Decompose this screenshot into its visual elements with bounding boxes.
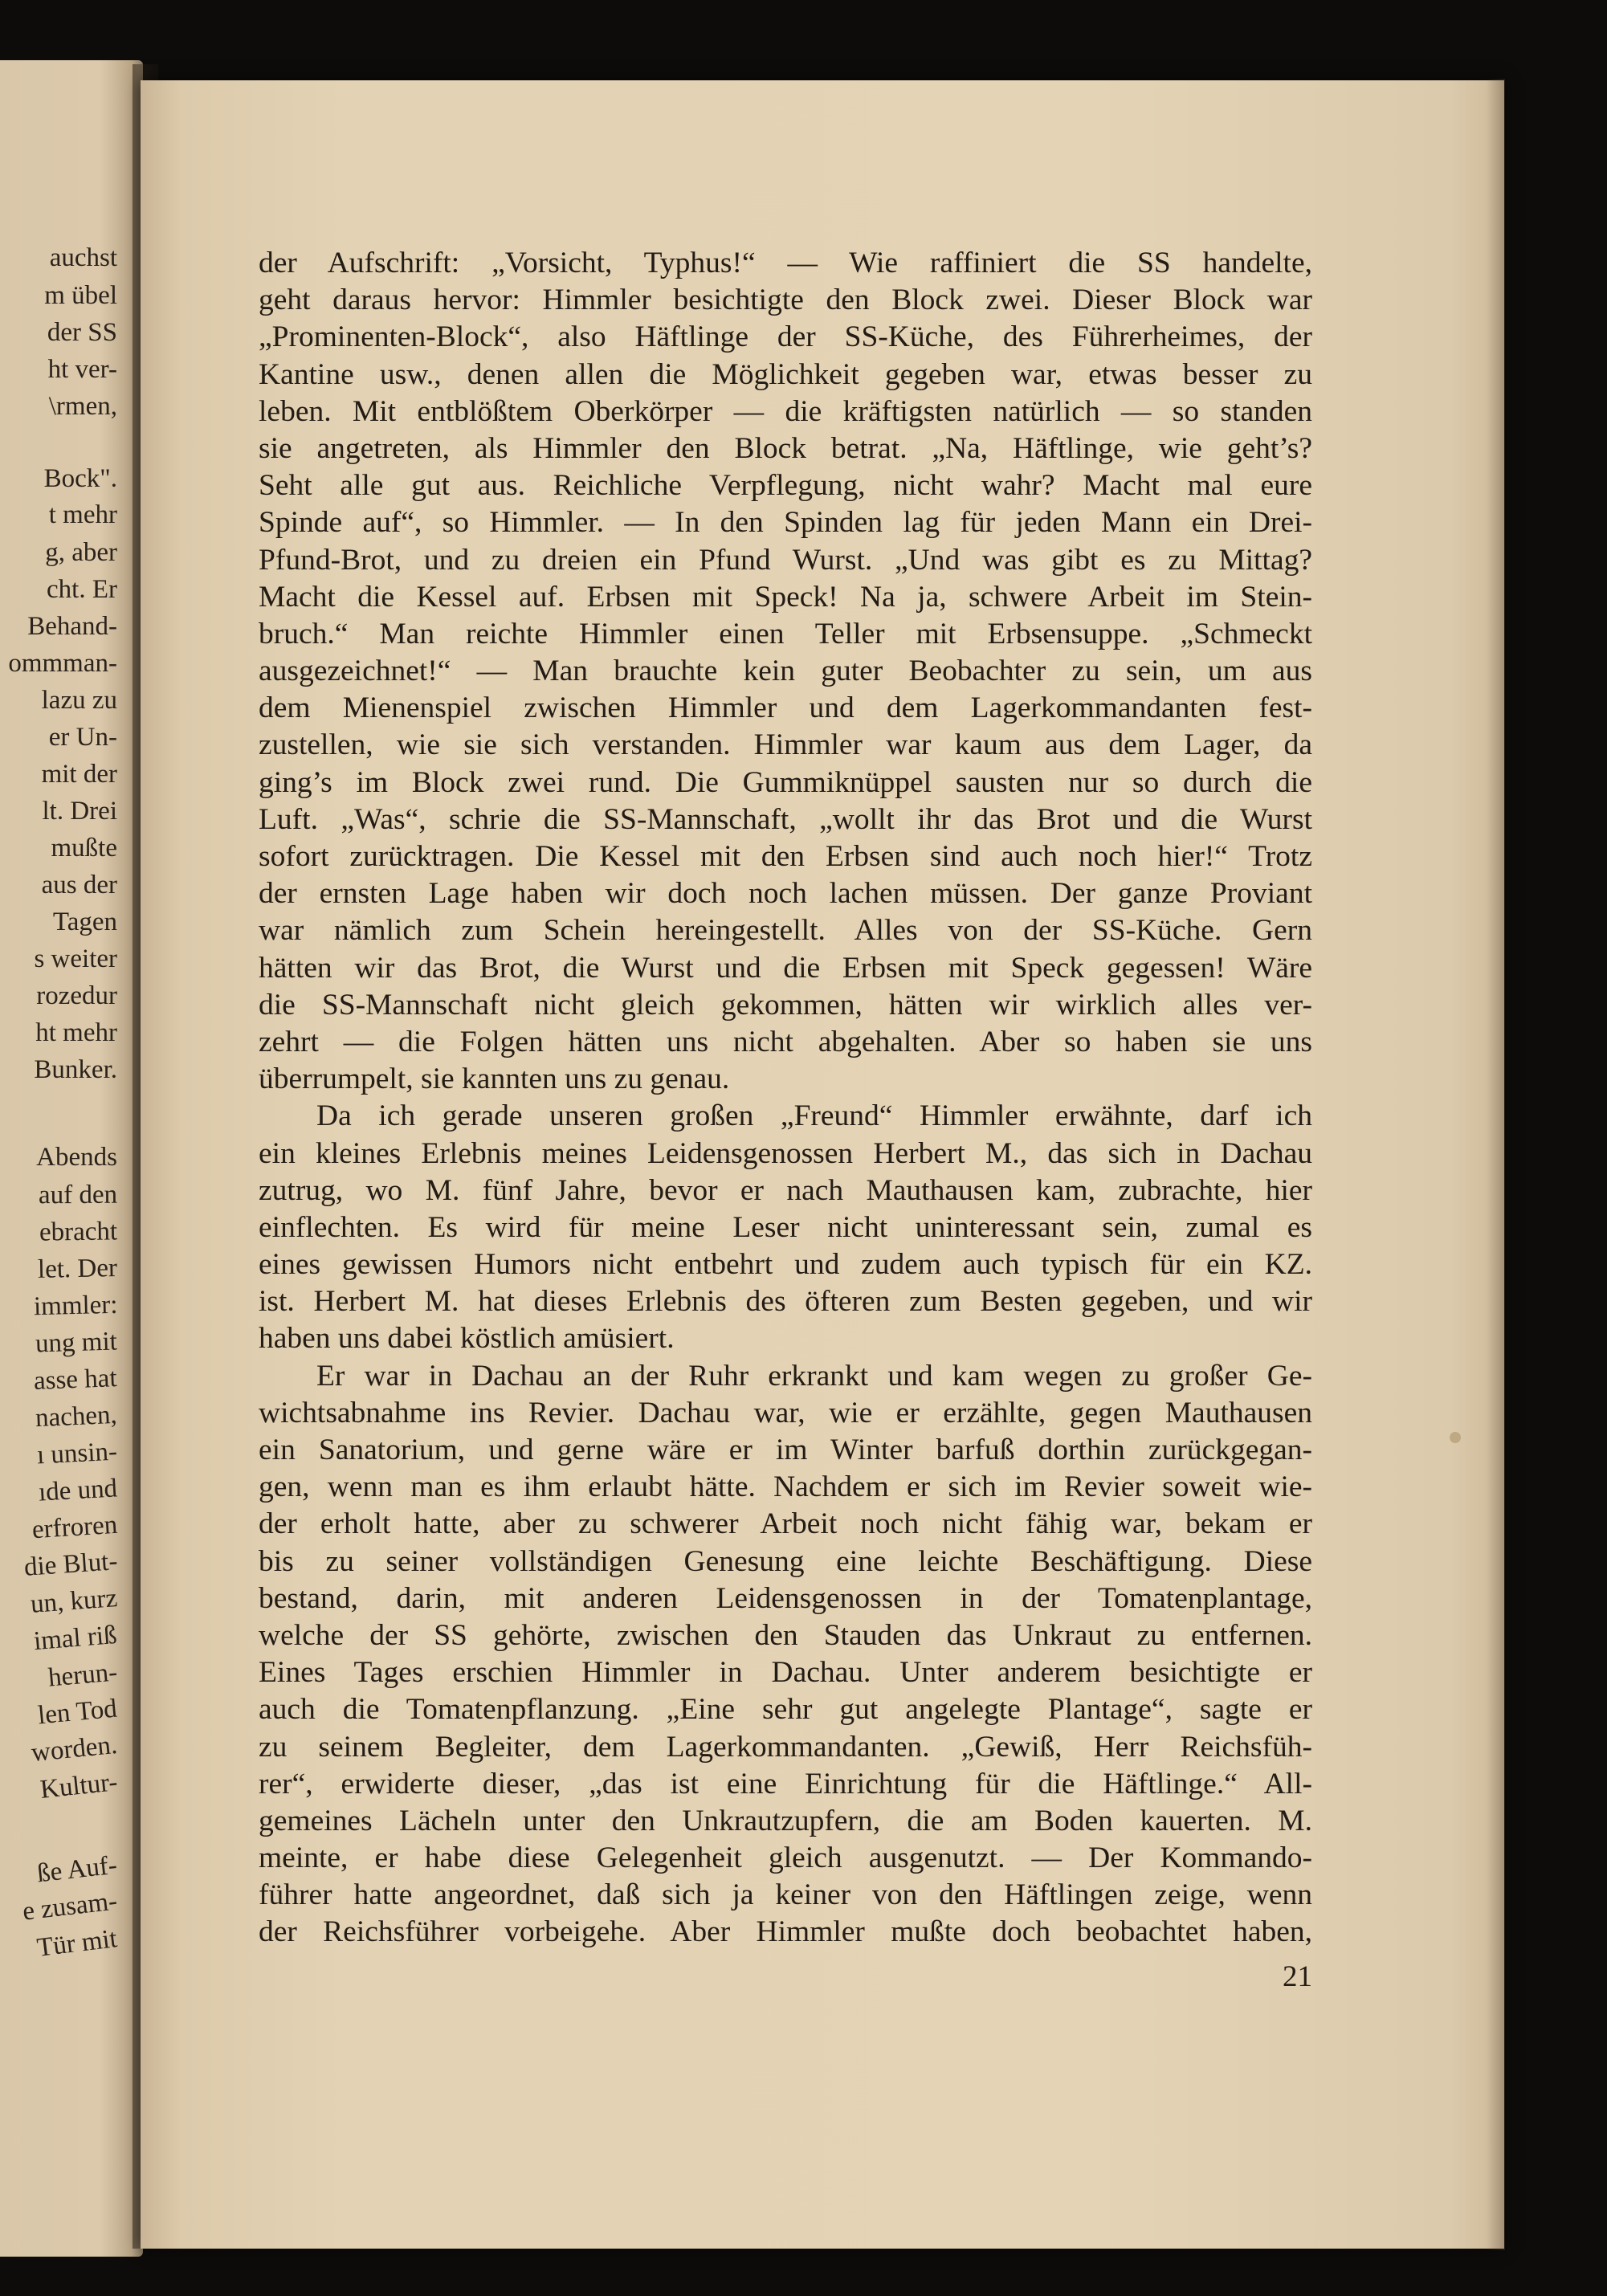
facing-page-text-fragment: ı unsin- [36,1437,118,1470]
text-line: Spinde auf“, so Himmler. — In den Spinden lag für jeden Mann ein Drei- [259,506,1312,540]
facing-page-text-fragment: er Un- [48,723,117,752]
facing-page-text-fragment: let. Der [37,1254,118,1284]
facing-page-text-fragment: erfroren [31,1510,118,1545]
text-line: Eines Tages erschien Himmler in Dachau. Unter anderem besichtigte er [259,1656,1312,1690]
facing-page-text-fragment: worden. [30,1730,119,1768]
text-line: war nämlich zum Schein hereingestellt. Alles von der SS-Küche. Gern [259,914,1312,948]
text-line: die SS-Mannschaft nicht gleich gekommen, hätten wir wirklich alles ver- [259,988,1312,1022]
facing-page-text-fragment: auchst [49,243,117,272]
facing-page-text-fragment: ommman- [8,649,117,678]
facing-page-text-fragment: Bock". [43,464,117,493]
text-line: ging’s im Block zwei rund. Die Gummiknüppel sausten nur so durch die [259,765,1312,799]
text-line: dem Mienenspiel zwischen Himmler und dem Lagerkommandanten fest- [259,691,1312,725]
facing-page-text-fragment: mit der [41,760,117,789]
facing-page-text-fragment: m übel [44,281,117,310]
text-line: führer hatte angeordnet, daß sich ja keiner von den Häftlingen zeige, wenn [259,1878,1312,1912]
paragraph-3 [259,1358,1312,1951]
paragraph-1 [259,245,1312,1098]
facing-page-text-fragment: e zusam- [21,1886,119,1927]
facing-page-text-fragment: ße Auf- [35,1850,119,1889]
facing-page-text-fragment: \rmen, [48,392,117,421]
facing-page-text-fragment: cht. Er [47,575,117,604]
text-line: ein Sanatorium, und gerne wäre er im Winter barfuß dorthin zurückgegan- [259,1433,1312,1466]
facing-page-text-fragment: asse hat [33,1364,118,1396]
facing-page-left [0,60,143,2257]
facing-page-text-fragment: auf den [38,1180,118,1210]
text-line: haben uns dabei köstlich amüsiert. [259,1322,675,1356]
text-line: hätten wir das Brot, die Wurst und die Erbsen mit Speck gegessen! Wäre [259,951,1312,985]
text-line: sofort zurücktragen. Die Kessel mit den Erbsen sind auch noch hier!“ Trotz [259,840,1312,873]
text-line: überrumpelt, sie kannten uns zu genau. [259,1062,730,1096]
text-line: zutrug, wo M. fünf Jahre, bevor er nach Mauthausen kam, zubrachte, hier [259,1173,1312,1207]
facing-page-text-fragment: aus der [41,871,117,899]
text-line: leben. Mit entblößtem Oberkörper — die kräftigsten natürlich — so standen [259,394,1312,428]
facing-page-text-fragment: ıde und [37,1474,118,1507]
text-line: gen, wenn man es ihm erlaubt hätte. Nachdem er sich im Revier soweit wie- [259,1470,1312,1504]
text-line: Pfund-Brot, und zu dreien ein Pfund Wurst. „Und was gibt es zu Mittag? [259,543,1312,577]
facing-page-text-fragment: Abends [36,1143,117,1172]
text-line: zustellen, wie sie sich verstanden. Himmler war kaum aus dem Lager, da [259,728,1312,762]
text-line: der erholt hatte, aber zu schwerer Arbeit noch nicht fähig war, bekam er [259,1507,1312,1541]
text-line: zu seinem Begleiter, dem Lagerkommandanten. „Gewiß, Herr Reichsfüh- [259,1730,1312,1764]
facing-page-text-fragment: Behand- [27,612,117,641]
text-line: ein kleines Erlebnis meines Leidensgenossen Herbert M., das sich in Dachau [259,1136,1312,1170]
text-line: Macht die Kessel auf. Erbsen mit Speck! Na ja, schwere Arbeit im Stein- [259,580,1312,614]
facing-page-text-fragment: der SS [47,318,117,347]
facing-page-text-fragment: g, aber [45,538,117,567]
text-line: eines gewissen Humors nicht entbehrt und zudem auch typisch für ein KZ. [259,1248,1312,1282]
text-line: bestand, darin, mit anderen Leidensgenossen in der Tomatenplantage, [259,1581,1312,1615]
text-line: ausgezeichnet!“ — Man brauchte kein guter Beobachter zu sein, um aus [259,655,1312,688]
text-line: zehrt — die Folgen hätten uns nicht abgehalten. Aber so haben sie uns [259,1025,1312,1058]
text-line: welche der SS gehörte, zwischen den Stauden das Unkraut zu entfernen. [259,1618,1312,1652]
text-line: ist. Herbert M. hat dieses Erlebnis des öfteren zum Besten gegeben, und wir [259,1285,1312,1319]
facing-page-text-fragment: t mehr [48,500,117,529]
facing-page-text-fragment: Bunker. [34,1055,117,1084]
text-line: der Aufschrift: „Vorsicht, Typhus!“ — Wie raffiniert die SS handelte, [259,247,1312,279]
facing-page-text-fragment: nachen, [35,1400,118,1433]
text-line: sie angetreten, als Himmler den Block betrat. „Na, Häftlinge, wie geht’s? [259,431,1312,465]
page-number: 21 [1283,1960,1312,1993]
text-line: Er war in Dachau an der Ruhr erkrankt und kam wegen zu großer Ge- [316,1359,1312,1393]
text-line: bis zu seiner vollständigen Genesung eine leichte Beschäftigung. Diese [259,1544,1312,1578]
text-line: „Prominenten-Block“, also Häftlinge der SS-Küche, des Führerheimes, der [259,320,1312,354]
text-line: wichtsabnahme ins Revier. Dachau war, wie er erzählte, gegen Mauthausen [259,1396,1312,1429]
facing-page-text-fragment: ht ver- [47,355,117,384]
text-line: der ernsten Lage haben wir doch noch lachen müssen. Der ganze Proviant [259,877,1312,911]
facing-page-text-fragment: un, kurz [29,1584,119,1619]
text-line: Kantine usw., denen allen die Möglichkeit gegeben war, etwas besser zu [259,357,1312,391]
facing-page-text-fragment: s weiter [34,944,117,973]
facing-page-text-fragment: imal riß [33,1620,119,1657]
facing-page-text-fragment: herun- [47,1658,119,1693]
text-line: geht daraus hervor: Himmler besichtigte den Block zwei. Dieser Block war [259,283,1312,317]
text-line: bruch.“ Man reichte Himmler einen Teller mit Erbsensuppe. „Schmeckt [259,617,1312,650]
paper-speck [1450,1432,1461,1443]
text-line: gemeines Lächeln unter den Unkrautzupfern, die am Boden kauerten. M. [259,1804,1312,1837]
facing-page-text-fragment: ebracht [39,1217,118,1247]
text-line: Luft. „Was“, schrie die SS-Mannschaft, „wollt ihr das Brot und die Wurst [259,802,1312,836]
text-line: einflechten. Es wird für meine Leser nicht uninteressant sein, zumal es [259,1210,1312,1244]
facing-page-text-fragment: rozedur [36,981,117,1010]
facing-page-text-fragment: lt. Drei [42,797,117,826]
text-line: auch die Tomatenpflanzung. „Eine sehr gut angelegte Plantage“, sagte er [259,1693,1312,1727]
facing-page-text-fragment: Kultur- [38,1768,119,1805]
page-edge-shadow [1486,79,1505,2250]
text-line: rer“, erwiderte dieser, „das ist eine Einrichtung für die Häftlinge.“ All- [259,1767,1312,1801]
text-line: Da ich gerade unseren großen „Freund“ Himmler erwähnte, darf ich [316,1099,1312,1133]
facing-page-text-fragment: lazu zu [41,686,117,715]
text-line: meinte, er habe diese Gelegenheit gleich ausgenutzt. — Der Kommando- [259,1841,1312,1875]
facing-page-text-fragment: die Blut- [22,1547,119,1582]
page-body-text [259,245,1312,1951]
paragraph-2 [259,1098,1312,1357]
facing-page-text-fragment: Tagen [52,907,117,936]
facing-page-text-fragment: ung mit [35,1327,118,1359]
facing-page-text-fragment: len Tod [36,1694,119,1731]
facing-page-text-fragment: ht mehr [35,1018,117,1047]
facing-page-text-fragment: immler: [33,1290,118,1322]
text-line: der Reichsführer vorbeigehe. Aber Himmler mußte doch beobachtet haben, [259,1915,1312,1949]
text-line: Seht alle gut aus. Reichliche Verpflegung, nicht wahr? Macht mal eure [259,469,1312,503]
facing-page-text-fragment: Tür mit [35,1924,119,1963]
facing-page-text-fragment: mußte [51,834,117,863]
